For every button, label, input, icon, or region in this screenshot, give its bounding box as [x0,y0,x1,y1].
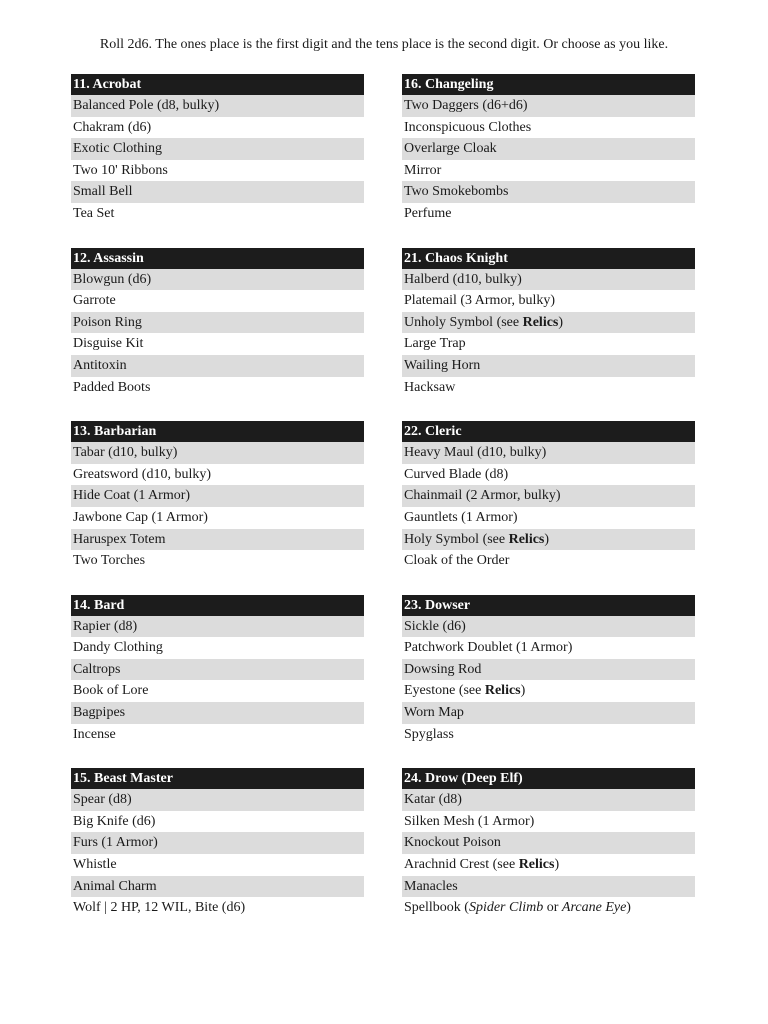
item-text: Curved Blade (d8) [404,466,509,482]
class-card-11-acrobat [71,74,364,225]
item-text: Rapier (d8) [73,618,138,634]
item-text: Overlarge Cloak [404,141,497,157]
item-text: Furs (1 Armor) [73,835,158,851]
class-card-title: 15. Beast Master [71,768,364,789]
item-text: Spyglass [404,726,454,742]
class-card-title: 14. Bard [71,595,364,616]
class-card-15-beast-master [71,768,364,919]
item-text: Dandy Clothing [73,640,163,656]
item-text: Platemail (3 Armor, bulky) [404,293,556,309]
equipment-item [402,897,695,919]
item-text: Gauntlets (1 Armor) [404,509,518,525]
equipment-item [402,203,695,225]
relics-reference: Relics [484,683,521,699]
equipment-item [71,485,364,507]
equipment-item [402,702,695,724]
class-card-title: 16. Changeling [402,74,695,95]
class-card-22-cleric [402,421,695,572]
class-card-title: 11. Acrobat [71,74,364,95]
item-text: Big Knife (d6) [73,813,156,829]
equipment-item [402,312,695,334]
equipment-item [71,897,364,919]
item-text: Holy Symbol (see [404,531,509,547]
item-text: Disguise Kit [73,336,144,352]
item-text: Two Torches [73,553,146,569]
item-text: Dowsing Rod [404,661,482,677]
spell-name: Spider Climb [468,900,544,916]
equipment-item [402,442,695,464]
item-text: Two 10' Ribbons [73,162,168,178]
item-text: Spear (d8) [73,792,132,808]
item-text: Antitoxin [73,357,127,373]
class-card-24-drow-deep-elf [402,768,695,919]
item-text: Garrote [73,293,116,309]
equipment-item [402,854,695,876]
equipment-item [71,160,364,182]
class-card-title: 23. Dowser [402,595,695,616]
class-card-title: 24. Drow (Deep Elf) [402,768,695,789]
equipment-item [71,811,364,833]
equipment-item [71,464,364,486]
equipment-item [71,724,364,746]
item-text: ) [626,900,631,916]
item-text: ) [544,531,550,547]
equipment-item [402,138,695,160]
equipment-item [402,355,695,377]
class-card-16-changeling [402,74,695,225]
equipment-item [402,485,695,507]
item-text: Halberd (d10, bulky) [404,271,522,287]
class-card-14-bard [71,595,364,746]
equipment-item [71,876,364,898]
class-card-title: 12. Assassin [71,248,364,269]
equipment-item [402,659,695,681]
item-text: Two Daggers (d6+d6) [404,98,528,113]
item-text: Manacles [404,878,458,894]
equipment-item [71,702,364,724]
equipment-item [71,637,364,659]
item-text: Unholy Symbol (see [404,314,523,330]
class-card-21-chaos-knight [402,248,695,399]
item-text: Greatsword (d10, bulky) [73,466,212,482]
item-text: Animal Charm [73,878,157,894]
item-text: Sickle (d6) [404,618,466,634]
item-text: Incense [73,726,116,742]
equipment-item [402,269,695,291]
item-text: Bagpipes [73,705,126,721]
item-text: Mirror [404,162,442,178]
item-text: Book of Lore [73,683,149,699]
equipment-item [402,160,695,182]
equipment-item [402,529,695,551]
equipment-item [402,637,695,659]
equipment-item [71,181,364,203]
equipment-item [71,616,364,638]
item-text: Worn Map [404,705,464,721]
item-text: Wolf | 2 HP, 12 WIL, Bite (d6) [73,900,246,916]
item-text: Caltrops [73,661,121,677]
item-text: Inconspicuous Clothes [404,119,532,135]
item-text: Arachnid Crest (see [404,857,519,873]
relics-reference: Relics [522,314,559,330]
equipment-item [402,680,695,702]
class-card-title: 22. Cleric [402,421,695,442]
equipment-item [71,312,364,334]
equipment-item [402,724,695,746]
item-text: Padded Boots [73,379,151,395]
item-text: or [543,900,562,916]
equipment-item [402,181,695,203]
equipment-item [402,333,695,355]
item-text: Tabar (d10, bulky) [73,445,178,461]
equipment-item [71,529,364,551]
item-text: Katar (d8) [404,792,462,808]
item-text: Small Bell [73,184,133,200]
equipment-item [71,832,364,854]
equipment-item [402,507,695,529]
item-text: Patchwork Doublet (1 Armor) [404,640,573,656]
equipment-item [71,854,364,876]
class-card-23-dowser [402,595,695,746]
equipment-item [71,117,364,139]
equipment-item [71,442,364,464]
equipment-item [402,876,695,898]
equipment-item [71,269,364,291]
spell-name: Arcane Eye [561,900,627,916]
item-text: Perfume [404,205,452,221]
item-text: Chainmail (2 Armor, bulky) [404,488,561,504]
instructions-text: Roll 2d6. The ones place is the first digit and the tens place is the second digit. Or choose as you like. [99,37,669,52]
equipment-item [71,203,364,225]
equipment-item [402,290,695,312]
right-column [402,74,695,942]
equipment-item [71,789,364,811]
item-text: Wailing Horn [404,357,481,373]
equipment-item [71,333,364,355]
equipment-item [71,377,364,399]
item-text: Tea Set [73,205,115,221]
equipment-item [402,811,695,833]
item-text: Blowgun (d6) [73,271,152,287]
item-text: Hide Coat (1 Armor) [73,488,191,504]
item-text: Chakram (d6) [73,119,152,135]
item-text: Silken Mesh (1 Armor) [404,813,535,829]
class-card-title: 13. Barbarian [71,421,364,442]
equipment-item [71,680,364,702]
equipment-item [71,95,364,117]
equipment-item [402,832,695,854]
left-column [71,74,364,942]
equipment-item [402,117,695,139]
equipment-item [402,550,695,572]
item-text: Knockout Poison [404,835,501,851]
equipment-item [402,616,695,638]
equipment-item [402,464,695,486]
equipment-item [71,355,364,377]
item-text: ) [558,314,564,330]
item-text: Spellbook ( [404,900,469,916]
equipment-item [71,659,364,681]
relics-reference: Relics [518,857,555,873]
item-text: Large Trap [404,336,466,352]
item-text: Two Smokebombs [404,184,509,200]
item-text: Balanced Pole (d8, bulky) [73,98,220,113]
equipment-item [402,377,695,399]
item-text: Heavy Maul (d10, bulky) [404,445,547,461]
relics-reference: Relics [508,531,545,547]
item-text: Eyestone (see [404,683,485,699]
item-text: ) [520,683,526,699]
item-text: ) [554,857,560,873]
equipment-item [402,789,695,811]
class-card-13-barbarian [71,421,364,572]
equipment-item [71,138,364,160]
class-card-12-assassin [71,248,364,399]
item-text: Haruspex Totem [73,531,166,547]
item-text: Poison Ring [73,314,142,330]
equipment-item [402,95,695,117]
item-text: Cloak of the Order [404,553,510,569]
item-text: Jawbone Cap (1 Armor) [73,509,208,525]
item-text: Whistle [73,857,117,873]
item-text: Hacksaw [404,379,456,395]
equipment-item [71,507,364,529]
item-text: Exotic Clothing [73,141,163,157]
equipment-item [71,550,364,572]
class-card-title: 21. Chaos Knight [402,248,695,269]
equipment-item [71,290,364,312]
